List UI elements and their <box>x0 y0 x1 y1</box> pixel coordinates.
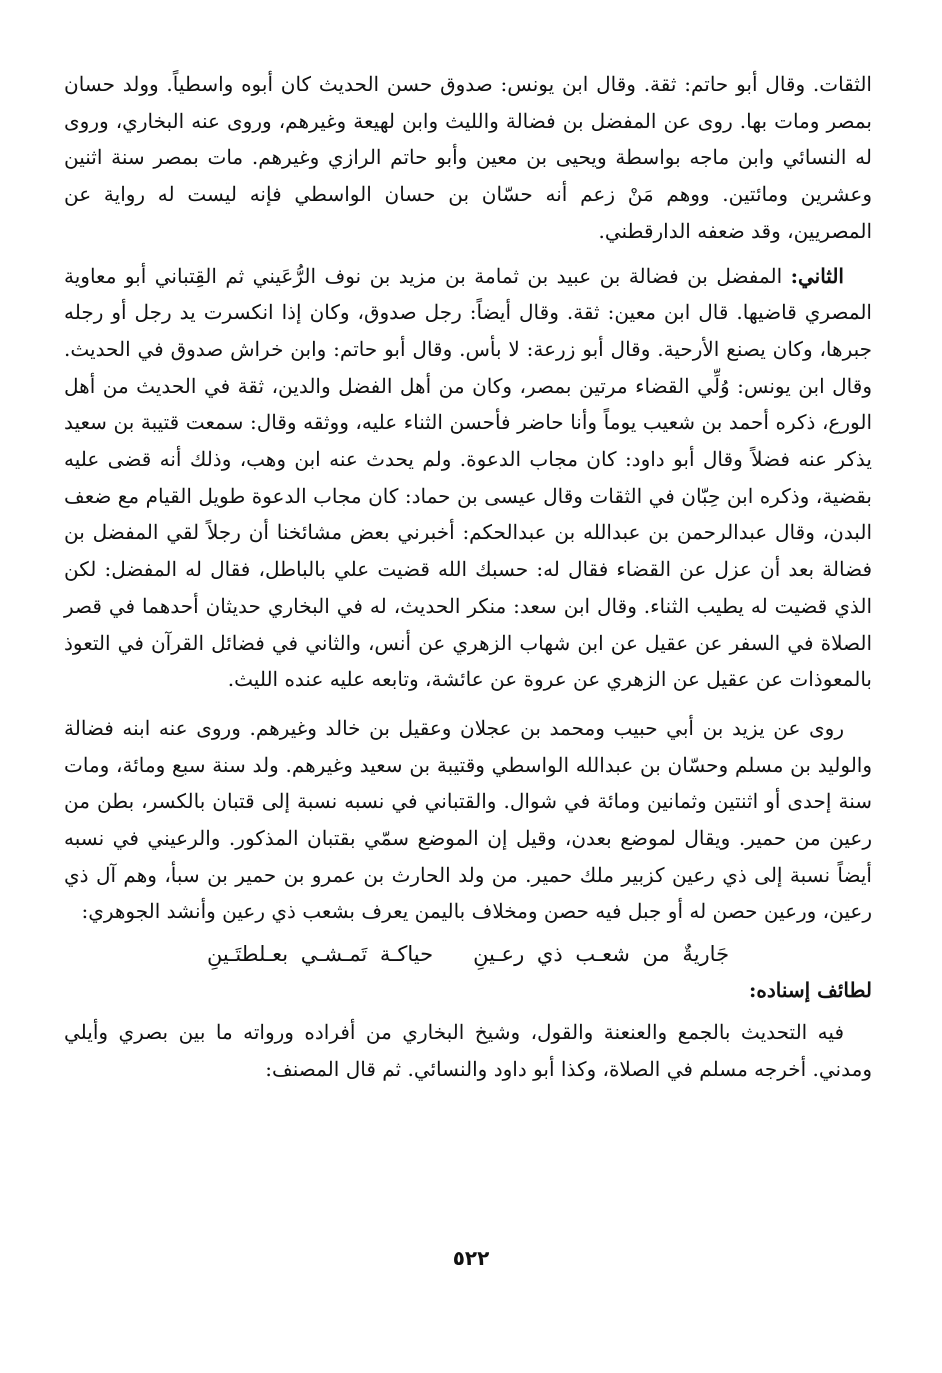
paragraph-narrations: روى عن يزيد بن أبي حبيب ومحمد بن عجلان وعقيل بن خالد وغيرهم. وروى عنه ابنه فضالة والوليد بن مسلم وحسّان بن عبدالله الواسطي وقتيبة بن سعيد وغيرهم. ولد سنة سبع ومائة، ومات سنة إحدى أو اثنتين وثمانين ومائة في شوال. والقتباني في نسبه نسبة إلى قتبان بالكسر، بطن من رعين من حمير. ويقال لموضع بعدن، وقيل إن الموضع سمّي بقتبان المذكور. والرعيني في نسبه أيضاً نسبة إلى ذي رعين كزبير ملك حمير. من ولد الحارث بن عمرو بن حمير بن سبأ، وهم آل ذي رعين، ورعين حصن له أو جبل فيه حصن ومخلاف باليمن يعرف بشعب ذي رعين وأنشد الجوهري: <box>64 715 872 924</box>
paragraph-isnad-notes: فيه التحديث بالجمع والعنعنة والقول، وشيخ البخاري من أفراده ورواته ما بين بصري وأيلي ومدني. أخرجه مسلم في الصلاة، وكذا أبو داود والنسائي. ثم قال المصنف: <box>64 1020 872 1081</box>
paragraph-second-narrator <box>64 258 872 698</box>
section-subheading: لطائف إسناده: <box>748 978 872 1003</box>
paragraph-second-narrator-text: المفضل بن فضالة بن عبيد بن ثمامة بن مزيد بن نوف الرُّعَيني ثم القِتباني أبو معاوية المصري قاضيها. قال ابن معين: ثقة. وقال أيضاً: رجل صدوق، وكان إذا انكسرت يد رجل أو رجله جبرها، وكان يصنع الأرحية. وقال أبو زرعة: لا بأس. وقال أبو حاتم: وابن خراش صدوق في الحديث. وقال ابن يونس: وُلِّي القضاء مرتين بمصر، وكان من أهل الفضل والدين، ثقة في الحديث من أهل الورع، ذكره أحمد بن شعيب يوماً وأنا حاضر فأحسن الثناء عليه، ووثقه وقال: سمعت قتيبة بن سعيد يذكر عنه فضلاً وقال أبو داود: كان مجاب الدعوة. ولم يحدث عنه ابن وهب، وذلك أنه قضى عليه بقضية، وذكره ابن حِبّان في الثقات وقال عيسى بن حماد: كان مجاب الدعوة طويل القيام مع ضعف البدن، وقال عبدالرحمن بن عبدالله بن عبدالحكم: أخبرني بعض مشائخنا أن رجلاً لقي المفضل بن فضالة بعد أن عزل عن القضاء فقال له: حسبك الله قضيت علي بالباطل، فقال له المفضل: لكن الذي قضيت له يطيب الثناء. وقال ابن سعد: منكر الحديث، له في البخاري حديثان أحدهما في قصر الصلاة في السفر عن عقيل عن ابن شهاب الزهري عن أنس، والثاني في فضائل القرآن في التعوذ بالمعوذات عن عقيل عن الزهري عن عروة عن عائشة، وتابعه عليه عنده الليث. <box>64 263 872 692</box>
verse-hemistich-second: حياكـة تَمـشـي بعـلطتَـينِ <box>206 942 434 967</box>
paragraph-continuation: الثقات. وقال أبو حاتم: ثقة. وقال ابن يونس: صدوق حسن الحديث كان أبوه واسطياً. وولد حسان بمصر ومات بها. روى عن المفضل بن فضالة والليث وابن لهيعة وغيرهم، وروى عنه البخاري، وروى له النسائي وابن ماجه بواسطة ويحيى بن معين وأبو حاتم الرازي وغيرهم. مات بمصر سنة اثنين وعشرين ومائتين. ووهم مَنْ زعم أنه حسّان بن حسان الواسطي فإنه ليست له رواية عن المصريين، وقد ضعفه الدارقطني. <box>64 72 872 243</box>
poem-verse <box>64 934 872 974</box>
verse-hemistich-first: جَاريةٌ من شعـب ذي رعـينِ <box>473 942 730 967</box>
page-body <box>64 66 872 1088</box>
paragraph-lead-label: الثاني: <box>790 263 844 288</box>
page-number: ٥٢٢ <box>452 1246 490 1270</box>
